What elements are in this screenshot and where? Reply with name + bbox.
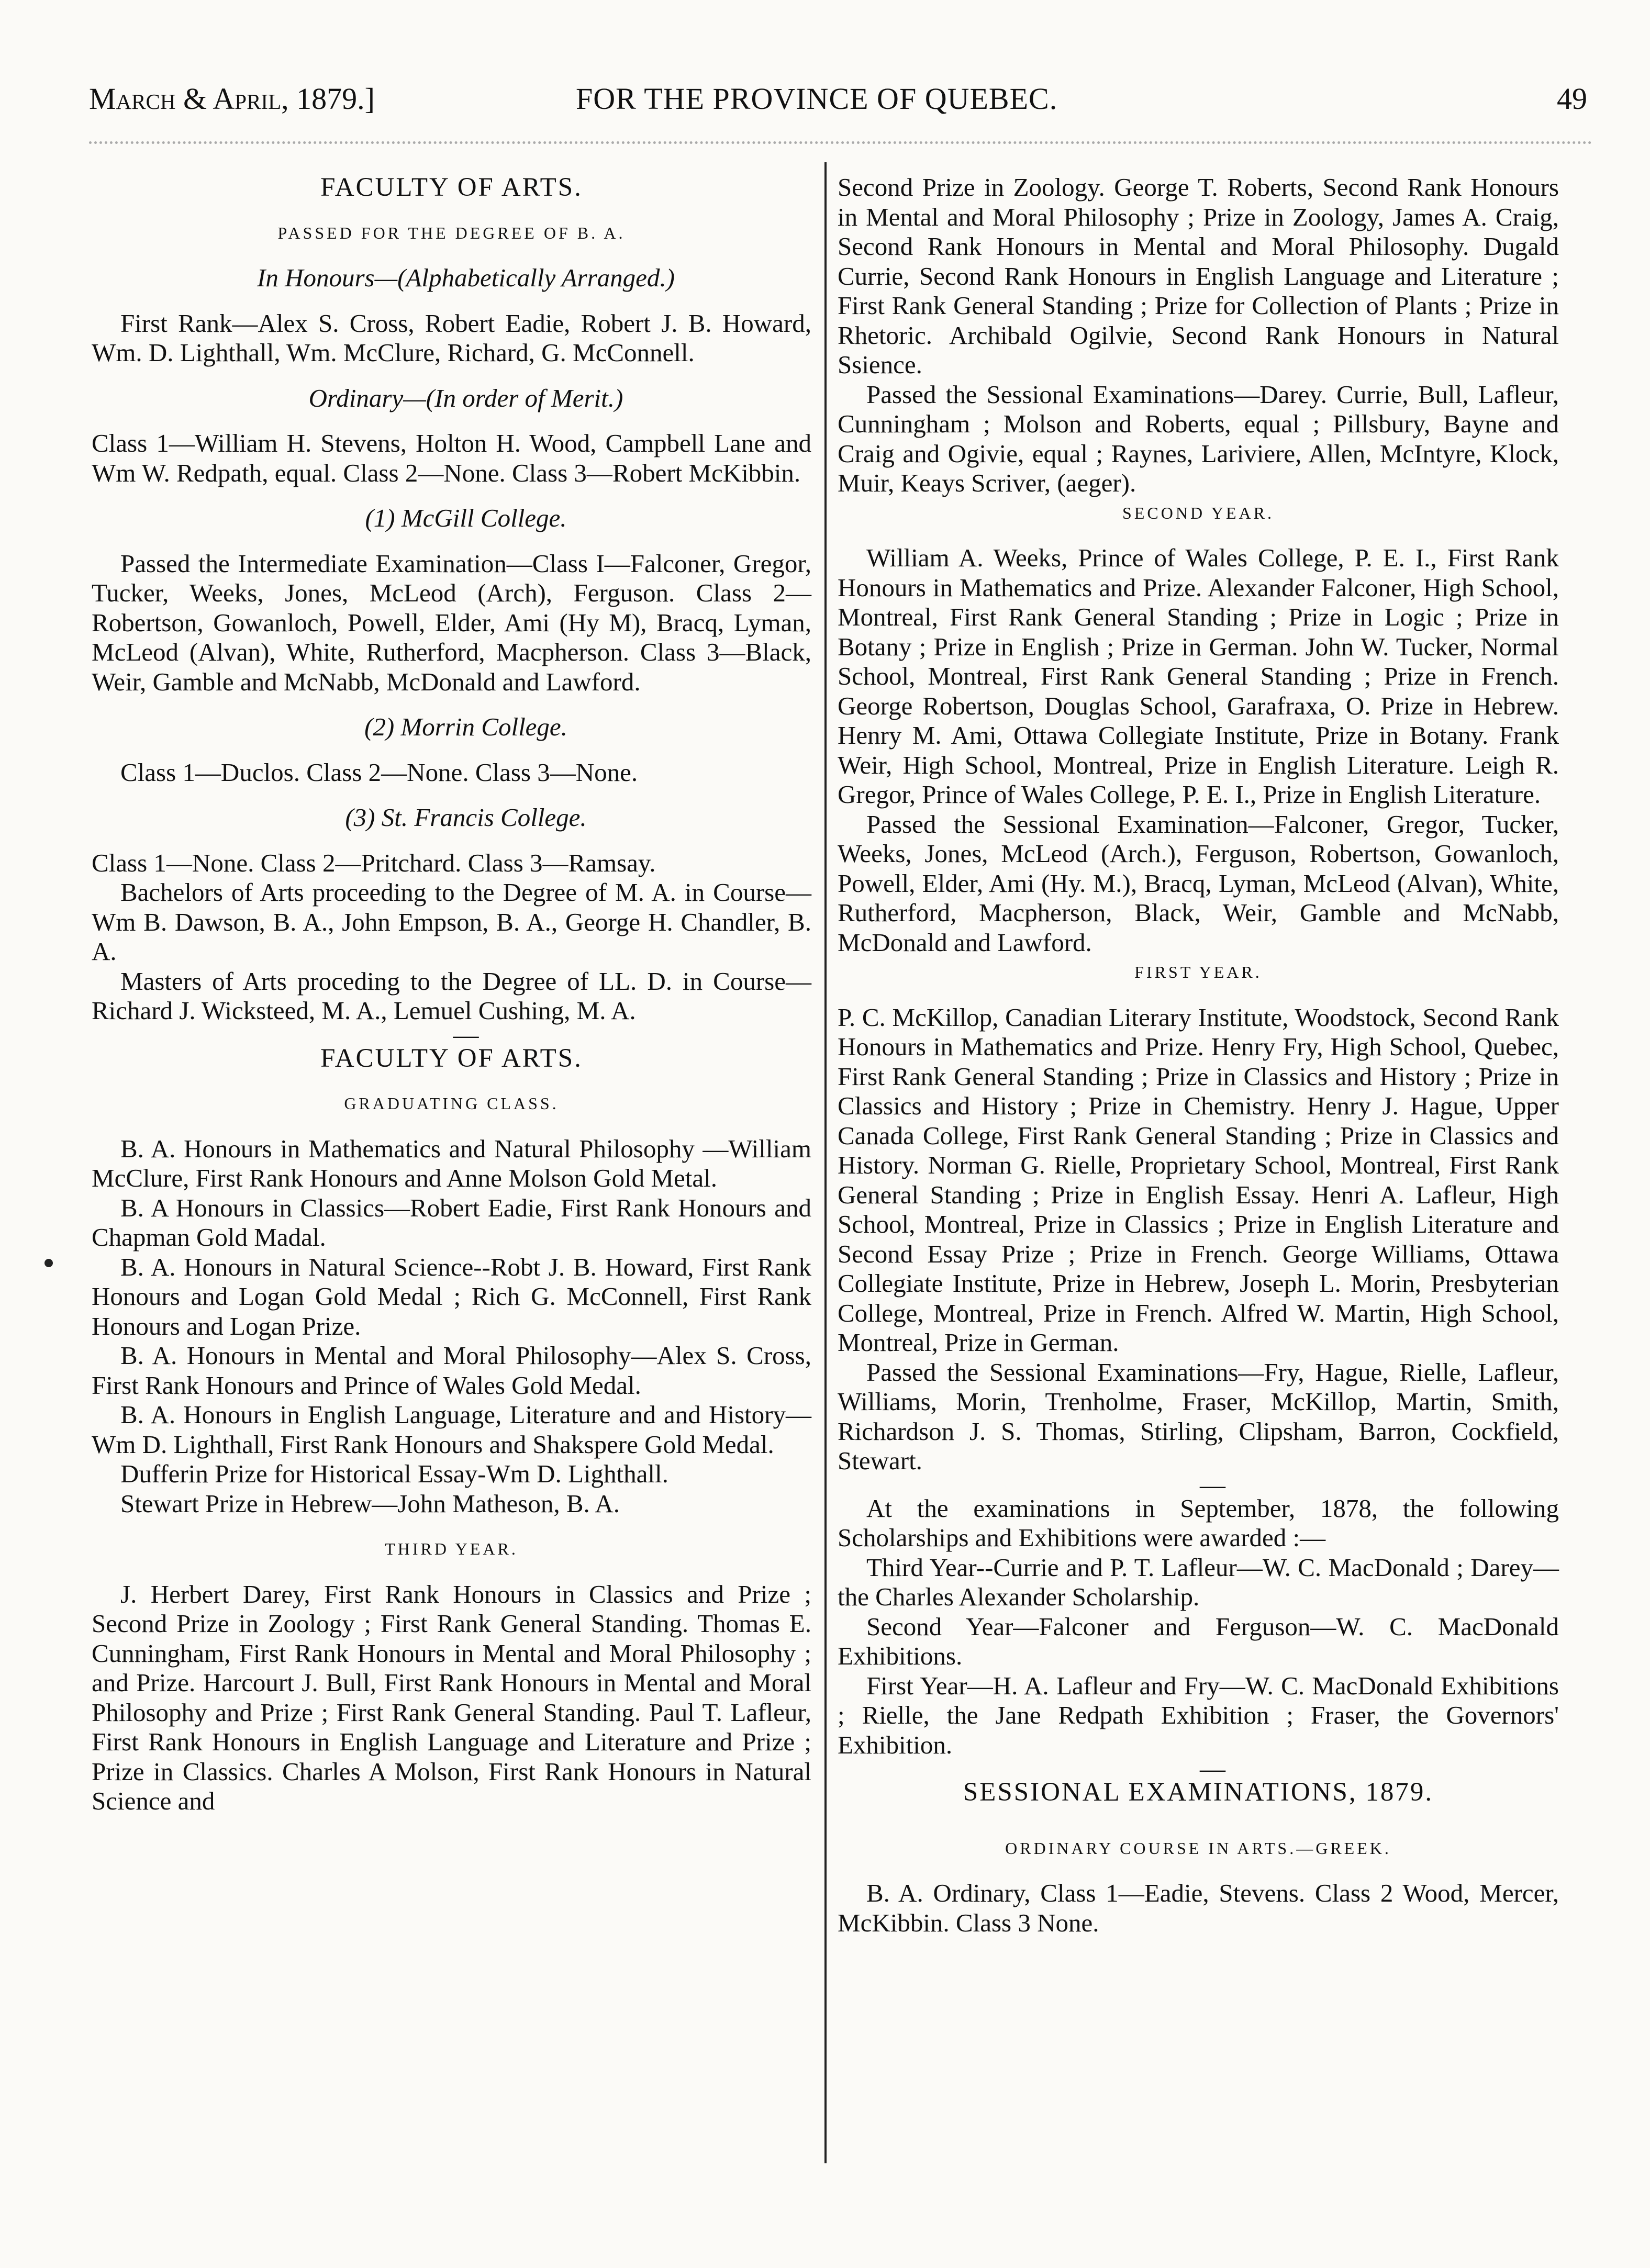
morrin-subheading: (2) Morrin College. (364, 712, 567, 741)
st-francis-paragraph: Class 1—None. Class 2—Pritchard. Class 3—Ramsay. (92, 848, 656, 877)
third-year-heading: THIRD YEAR. (385, 1539, 518, 1558)
graduating-paragraph-4: B. A. Honours in Mental and Moral Philosophy—Alex S. Cross, First Rank Honours and Prince of Wales Gold Medal. (92, 1341, 811, 1400)
right-column (838, 173, 1559, 1938)
section-dash: — (1200, 1470, 1225, 1499)
section-dash-2: — (1200, 1754, 1225, 1783)
ordinary-course-paragraph: B. A. Ordinary, Class 1—Eadie, Stevens. Class 2 Wood, Mercer, McKibbin. Class 3 None. (838, 1879, 1559, 1937)
running-head-title: FOR THE PROVINCE OF QUEBEC. (576, 82, 1058, 116)
scholarship-first-year: First Year—H. A. Lafleur and Fry—W. C. MacDonald Exhibitions ; Rielle, the Jane Redpath Exhibition ; Fraser, the Governors' Exhibition. (838, 1671, 1559, 1759)
graduating-class-heading: GRADUATING CLASS. (344, 1094, 559, 1113)
masters-paragraph: Masters of Arts proceding to the Degree of LL. D. in Course—Richard J. Wicksteed, M. A., Lemuel Cushing, M. A. (92, 966, 811, 1025)
first-year-passed-paragraph: Passed the Sessional Examinations—Fry, Hague, Rielle, Lafleur, Williams, Morin, Trenholme, Fraser, McKillop, Martin, Smith, Richardson J. S. Thomas, Stirling, Clipsham, Barron, Cockfield, Stewart. (838, 1357, 1559, 1475)
morrin-paragraph: Class 1—Duclos. Class 2—None. Class 3—None. (120, 757, 638, 787)
ordinary-paragraph: Class 1—William H. Stevens, Holton H. Wood, Campbell Lane and Wm W. Redpath, equal. Class 2—None. Class 3—Robert McKibbin. (92, 429, 811, 487)
honours-paragraph: First Rank—Alex S. Cross, Robert Eadie, Robert J. B. Howard, Wm. D. Lighthall, Wm. McClure, Richard, G. McConnell. (92, 308, 811, 367)
graduating-paragraph-3: B. A. Honours in Natural Science--Robt J. B. Howard, First Rank Honours and Logan Gold Medal ; Rich G. McConnell, First Rank Honours and Logan Prize. (92, 1252, 811, 1340)
second-year-passed-paragraph: Passed the Sessional Examination—Falconer, Gregor, Tucker, Weeks, Jones, McLeod (Arch.), Ferguson, Robertson, Gowanloch, Powell, Elder, Ami (Hy. M.), Bracq, Lyman, McLeod (Alvan), White, Rutherford, Macpherson, Black, Weir, Gamble and McNabb, McDonald and Lawford. (838, 809, 1559, 957)
mcgill-paragraph: Passed the Intermediate Examination—Class I—Falconer, Gregor, Tucker, Weeks, Jones, McLeod (Arch), Ferguson. Class 2—Robertson, Gowanloch, Powell, Elder, Ami (Hy M), Bracq, Lyman, McLeod (Alvan), White, Rutherford, Macpherson. Class 3—Black, Weir, Gamble and McNabb, McDonald and Lawford. (92, 549, 811, 696)
graduating-paragraph-1: B. A. Honours in Mathematics and Natural Philosophy —William McClure, First Rank Honours and Anne Molson Gold Metal. (92, 1134, 811, 1192)
mcgill-subheading: (1) McGill College. (365, 504, 567, 532)
column-rule (824, 162, 827, 2163)
st-francis-subheading: (3) St. Francis College. (345, 803, 587, 832)
third-year-paragraph: J. Herbert Darey, First Rank Honours in Classics and Prize ; Second Prize in Zoology ; First Rank General Standing. Thomas E. Cunningham, First Rank Honours in Mental and Moral Philosophy ; and Prize. Harcourt J. Bull, First Rank Honours in Mental and Moral Philosophy and Prize ; First Rank General Standing. Paul T. Lafleur, First Rank Honours in English Language and Literature and Prize ; Prize in Classics. Charles A Molson, First Rank Honours in Natural Science and (92, 1579, 811, 1815)
ordinary-course-heading: ORDINARY COURSE IN ARTS.—GREEK. (1005, 1838, 1391, 1858)
graduating-paragraph-7: Stewart Prize in Hebrew—John Matheson, B. A. (120, 1489, 620, 1518)
honours-subheading: In Honours—(Alphabetically Arranged.) (257, 263, 675, 292)
page-number: 49 (1557, 82, 1587, 116)
faculty-heading-2: FACULTY OF ARTS. (320, 1043, 583, 1073)
passed-degree-heading: PASSED FOR THE DEGREE OF B. A. (277, 223, 626, 242)
margin-dot (44, 1259, 53, 1267)
third-year-continued-paragraph: Second Prize in Zoology. George T. Roberts, Second Rank Honours in Mental and Moral Philosophy ; Prize in Zoology, James A. Craig, Second Rank Honours in Mental and Moral Philosophy. Dugald Currie, Second Rank Honours in English Language and Literature ; First Rank General Standing ; Prize for Collection of Plants ; Prize in Rhetoric. Archibald Ogilvie, Second Rank Honours in Natural Ssience. (838, 173, 1559, 379)
scholarship-second-year: Second Year—Falconer and Ferguson—W. C. MacDonald Exhibitions. (838, 1612, 1559, 1670)
section-dash: — (453, 1020, 479, 1049)
header-rule (89, 141, 1592, 144)
second-year-paragraph: William A. Weeks, Prince of Wales College, P. E. I., First Rank Honours in Mathematics and Prize. Alexander Falconer, High School, Montreal, First Rank General Standing ; Prize in Logic ; Prize in Botany ; Prize in English ; Prize in German. John W. Tucker, Normal School, Montreal, First Rank General Standing ; Prize in French. George Robertson, Douglas School, Garafraxa, O. Prize in Hebrew. Henry M. Ami, Ottawa Collegiate Institute, Prize in Botany. Frank Weir, High School, Montreal, Prize in English Literature. Leigh R. Gregor, Prince of Wales College, P. E. I., Prize in English Literature. (838, 543, 1559, 809)
second-year-heading: SECOND YEAR. (1122, 503, 1274, 522)
faculty-heading: FACULTY OF ARTS. (320, 173, 583, 202)
graduating-paragraph-2: B. A Honours in Classics—Robert Eadie, First Rank Honours and Chapman Gold Madal. (92, 1193, 811, 1252)
sessional-examinations-heading: SESSIONAL EXAMINATIONS, 1879. (963, 1778, 1434, 1807)
graduating-paragraph-6: Dufferin Prize for Historical Essay-Wm D. Lighthall. (120, 1459, 668, 1488)
bachelors-paragraph: Bachelors of Arts proceeding to the Degree of M. A. in Course—Wm B. Dawson, B. A., John Empson, B. A., George H. Chandler, B. A. (92, 878, 811, 966)
graduating-paragraph-5: B. A. Honours in English Language, Literature and and History—Wm D. Lighthall, First Rank Honours and Shakspere Gold Medal. (92, 1400, 811, 1459)
left-column (92, 173, 811, 1816)
third-year-passed-paragraph: Passed the Sessional Examinations—Darey. Currie, Bull, Lafleur, Cunningham ; Molson and Roberts, equal ; Pillsbury, Bayne and Craig and Ogivie, equal ; Raynes, Lariviere, Allen, McIntyre, Klock, Muir, Keays Scriver, (aeger). (838, 379, 1559, 497)
scholarship-third-year: Third Year--Currie and P. T. Lafleur—W. C. MacDonald ; Darey—the Charles Alexander Scholarship. (838, 1552, 1559, 1611)
scholarships-intro-paragraph: At the examinations in September, 1878, the following Scholarships and Exhibitions were awarded :— (838, 1493, 1559, 1552)
first-year-heading: FIRST YEAR. (1134, 963, 1262, 981)
running-head-date: March & April, 1879.] (89, 82, 375, 116)
ordinary-subheading: Ordinary—(In order of Merit.) (308, 383, 623, 412)
first-year-paragraph: P. C. McKillop, Canadian Literary Institute, Woodstock, Second Rank Honours in Mathematics and Prize. Henry Fry, High School, Quebec, First Rank General Standing ; Prize in Classics and History ; Prize in Classics and History ; Prize in Chemistry. Henry J. Hague, Upper Canada College, First Rank General Standing ; Prize in Classics and History. Norman G. Rielle, Proprietary School, Montreal, First Rank General Standing ; Prize in English Essay. Henri A. Lafleur, High School, Montreal, Prize in Classics ; Prize in English Literature and Second Essay Prize ; Prize in French. George Williams, Ottawa Collegiate Institute, Prize in Hebrew, Joseph L. Morin, Presbyterian College, Montreal, Prize in French. Alfred W. Martin, High School, Montreal, Prize in German. (838, 1002, 1559, 1357)
